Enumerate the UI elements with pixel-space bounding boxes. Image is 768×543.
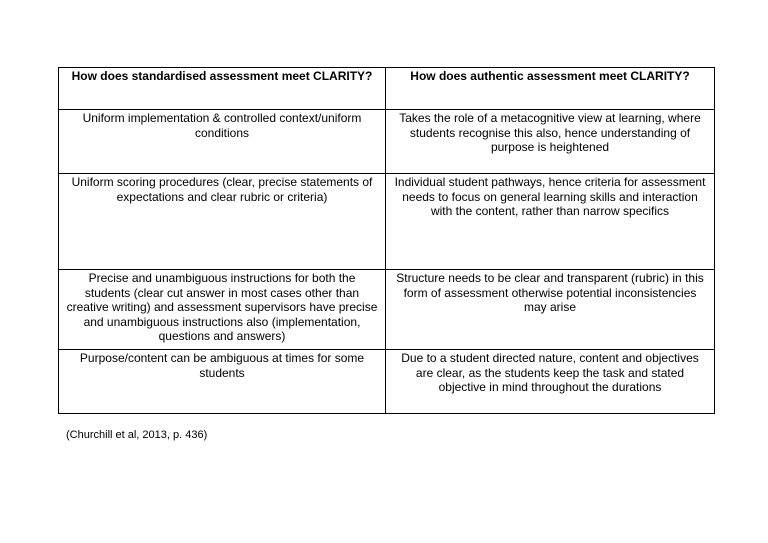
authentic-cell: Structure needs to be clear and transparent (rubric) in this form of assessment otherwise potential inconsistencies may arise <box>386 270 715 350</box>
table-row <box>59 174 715 270</box>
standardised-cell: Purpose/content can be ambiguous at times for some students <box>59 350 386 414</box>
standardised-cell: Uniform scoring procedures (clear, precise statements of expectations and clear rubric or criteria) <box>59 174 386 270</box>
table-header-row <box>59 68 715 110</box>
comparison-table <box>58 67 715 414</box>
table-row <box>59 350 715 414</box>
citation: (Churchill et al, 2013, p. 436) <box>66 429 208 441</box>
table-row <box>59 270 715 350</box>
authentic-cell: Takes the role of a metacognitive view at learning, where students recognise this also, hence understanding of purpose is heightened <box>386 110 715 174</box>
header-standardised-assessment: How does standardised assessment meet CLARITY? <box>59 68 386 110</box>
authentic-cell: Individual student pathways, hence criteria for assessment needs to focus on general learning skills and interaction with the content, rather than narrow specifics <box>386 174 715 270</box>
table-row <box>59 110 715 174</box>
standardised-cell: Uniform implementation & controlled context/uniform conditions <box>59 110 386 174</box>
authentic-cell: Due to a student directed nature, content and objectives are clear, as the students keep the task and stated objective in mind throughout the durations <box>386 350 715 414</box>
header-authentic-assessment: How does authentic assessment meet CLARITY? <box>386 68 715 110</box>
standardised-cell: Precise and unambiguous instructions for both the students (clear cut answer in most cases other than creative writing) and assessment supervisors have precise and unambiguous instructions also (implementation, questions and answers) <box>59 270 386 350</box>
